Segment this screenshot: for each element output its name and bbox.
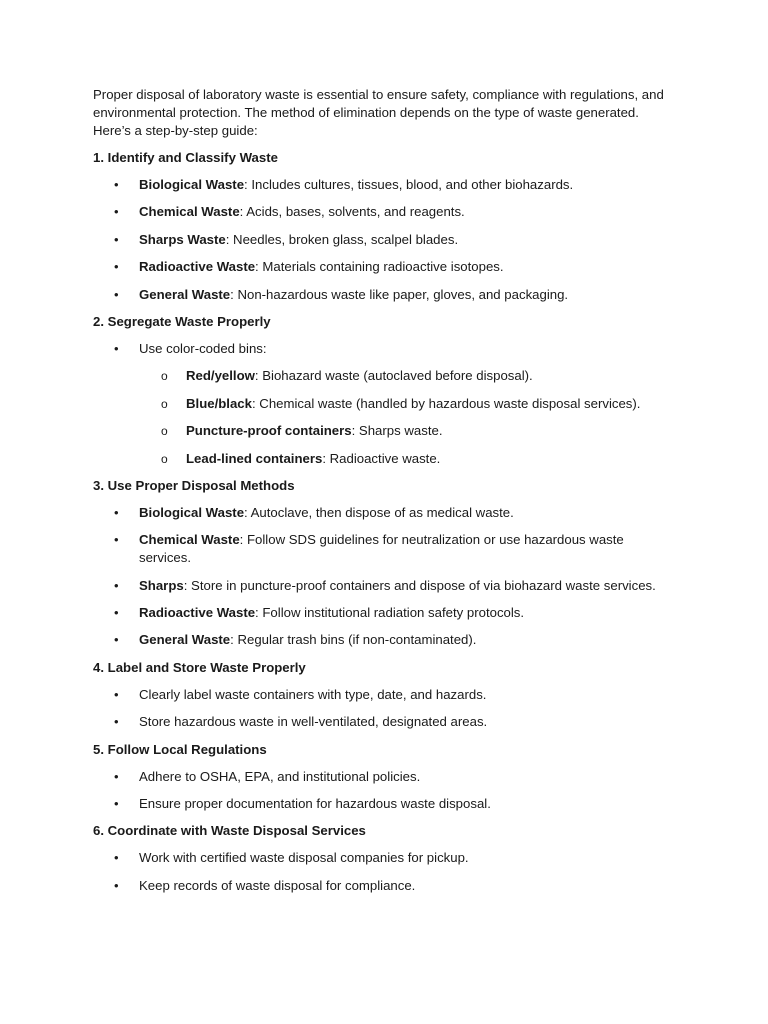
item-text (139, 850, 469, 865)
bullet-icon: • (114, 504, 119, 520)
item-description: Use color-coded bins: (139, 340, 267, 356)
item-term: Chemical Waste (139, 204, 240, 220)
section (93, 659, 673, 731)
section-heading: 6. Coordinate with Waste Disposal Services (93, 823, 366, 839)
bullet-icon: • (114, 632, 119, 648)
list-item (93, 258, 673, 276)
section (93, 477, 673, 650)
list-item (93, 231, 673, 249)
item-text (139, 177, 573, 192)
bullet-list (93, 504, 673, 650)
bullet-icon: • (114, 877, 119, 893)
item-term: Biological Waste (139, 177, 245, 192)
list-item (93, 768, 673, 786)
list-item (93, 604, 673, 622)
bullet-icon: • (114, 204, 119, 220)
bullet-icon: • (114, 340, 119, 356)
bullet-list (93, 686, 673, 731)
item-description: : Biohazard waste (autoclaved before disposal). (254, 368, 533, 384)
list-item (93, 531, 673, 567)
section (93, 313, 673, 468)
list-item (93, 203, 673, 221)
bullet-list (93, 176, 673, 304)
item-term: General Waste (139, 286, 231, 302)
bullet-list (93, 340, 673, 468)
item-text (139, 232, 458, 247)
sub-list-item (139, 450, 673, 468)
list-item (93, 849, 673, 867)
list-item (93, 176, 673, 194)
item-text (186, 396, 640, 411)
item-text (139, 605, 524, 620)
item-term: Radioactive Waste (139, 259, 256, 275)
item-term: Blue/black (186, 395, 252, 411)
section-heading: 3. Use Proper Disposal Methods (93, 477, 295, 493)
sections-container (93, 149, 673, 895)
section (93, 822, 673, 894)
item-text (139, 578, 656, 593)
sub-bullet-icon: o (161, 424, 168, 439)
item-text (139, 505, 514, 520)
list-item (93, 713, 673, 731)
item-term: General Waste (139, 632, 231, 648)
document-body (93, 86, 673, 904)
item-description: : Includes cultures, tissues, blood, and other biohazards. (244, 177, 574, 192)
bullet-list (93, 768, 673, 813)
item-term: Radioactive Waste (139, 605, 256, 621)
item-description: : Follow institutional radiation safety protocols. (255, 605, 525, 621)
section (93, 741, 673, 813)
bullet-icon: • (114, 850, 119, 866)
bullet-icon: • (114, 768, 119, 784)
item-text (186, 368, 533, 383)
item-description: : Chemical waste (handled by hazardous waste disposal services). (251, 395, 641, 411)
section (93, 149, 673, 304)
item-description: : Regular trash bins (if non-contaminated). (230, 632, 477, 648)
section-heading: 4. Label and Store Waste Properly (93, 659, 306, 675)
sub-list-item (139, 367, 673, 385)
list-item (93, 877, 673, 895)
item-text (139, 878, 415, 893)
item-description: : Acids, bases, solvents, and reagents. (239, 204, 465, 220)
item-description: Work with certified waste disposal companies for pickup. (139, 850, 469, 866)
section-heading: 2. Segregate Waste Properly (93, 313, 271, 329)
item-text (139, 287, 568, 302)
sub-bullet-icon: o (161, 451, 168, 466)
item-text (186, 423, 442, 438)
bullet-icon: • (114, 286, 119, 302)
section-heading: 5. Follow Local Regulations (93, 741, 267, 757)
bullet-icon: • (114, 686, 119, 702)
item-description: : Non-hazardous waste like paper, gloves, and packaging. (230, 286, 569, 302)
bullet-icon: • (114, 231, 119, 247)
list-item (93, 286, 673, 304)
sub-list (139, 367, 673, 467)
sub-list-item (139, 422, 673, 440)
bullet-icon: • (114, 605, 119, 621)
item-term: Red/yellow (186, 368, 255, 384)
item-description: : Materials containing radioactive isotopes. (255, 259, 504, 275)
item-text (139, 714, 487, 729)
item-term: Sharps (139, 577, 184, 593)
item-text (139, 341, 267, 356)
item-description: Clearly label waste containers with type, date, and hazards. (139, 686, 487, 702)
item-text (139, 687, 486, 702)
list-item (93, 795, 673, 813)
section-heading: 1. Identify and Classify Waste (93, 150, 278, 165)
list-item (93, 340, 673, 468)
item-text (139, 532, 624, 565)
bullet-icon: • (114, 177, 119, 192)
item-text (186, 451, 440, 466)
item-description: : Autoclave, then dispose of as medical waste. (244, 504, 514, 520)
bullet-icon: • (114, 577, 119, 593)
item-description: Keep records of waste disposal for compliance. (139, 877, 416, 893)
bullet-icon: • (114, 714, 119, 730)
bullet-icon: • (114, 796, 119, 812)
item-description: : Sharps waste. (351, 423, 443, 439)
item-description: : Follow SDS guidelines for neutralization or use hazardous waste services. (139, 532, 624, 566)
item-term: Puncture-proof containers (186, 423, 352, 439)
item-description: Store hazardous waste in well-ventilated, designated areas. (139, 714, 488, 730)
sub-bullet-icon: o (161, 396, 168, 411)
item-description: Adhere to OSHA, EPA, and institutional policies. (139, 768, 421, 784)
sub-list-item (139, 395, 673, 413)
bullet-icon: • (114, 259, 119, 275)
item-text (139, 204, 465, 219)
item-term: Chemical Waste (139, 532, 240, 548)
item-term: Lead-lined containers (186, 450, 323, 466)
bullet-list (93, 849, 673, 894)
item-description: : Store in puncture-proof containers and dispose of via biohazard waste services. (183, 577, 656, 593)
item-description: Ensure proper documentation for hazardous waste disposal. (139, 796, 491, 812)
list-item (93, 504, 673, 522)
list-item (93, 631, 673, 649)
item-text (139, 796, 491, 811)
intro-paragraph: Proper disposal of laboratory waste is essential to ensure safety, compliance with regulations, and environmental protection. The method of elimination depends on the type of waste generated. Here’s a step-by-step guide: (93, 87, 664, 138)
list-item (93, 577, 673, 595)
item-term: Biological Waste (139, 504, 245, 520)
item-text (139, 632, 476, 647)
item-term: Sharps Waste (139, 231, 226, 247)
bullet-icon: • (114, 532, 119, 548)
item-text (139, 259, 504, 274)
item-text (139, 769, 420, 784)
sub-bullet-icon: o (161, 369, 168, 384)
item-description: : Radioactive waste. (322, 450, 441, 466)
list-item (93, 686, 673, 704)
item-description: : Needles, broken glass, scalpel blades. (225, 231, 459, 247)
